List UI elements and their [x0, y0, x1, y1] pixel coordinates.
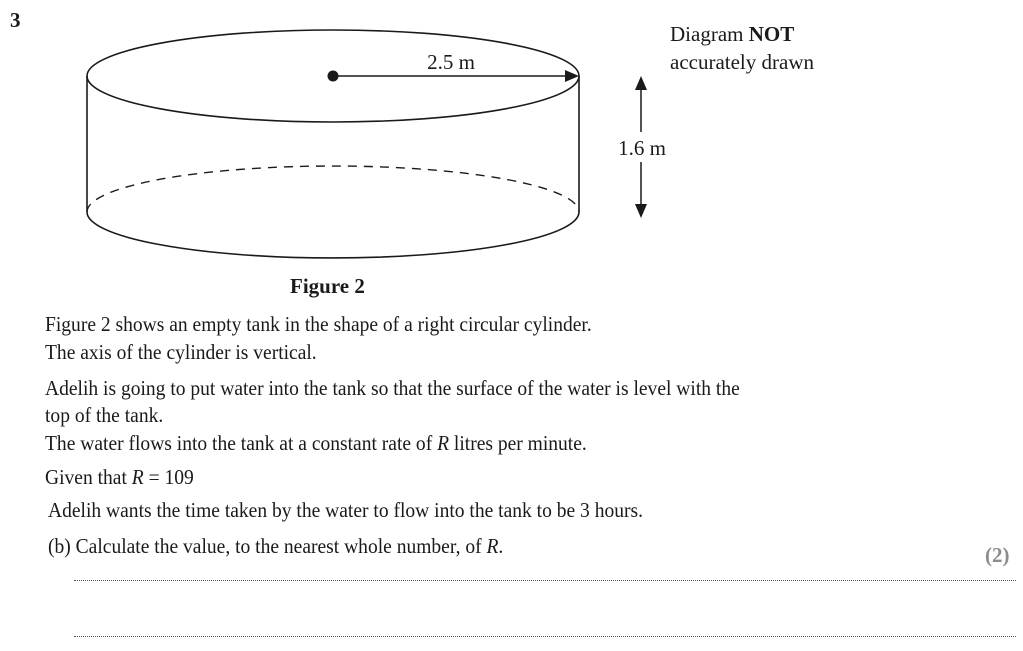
note-line2: accurately drawn — [670, 50, 814, 74]
cylinder-bottom-front — [87, 212, 579, 258]
cylinder-bottom-back-dashed — [87, 166, 579, 212]
radius-arrowhead-icon — [565, 70, 579, 82]
part-b-text: (b) Calculate the value, to the nearest whole number, of — [48, 534, 487, 558]
flow-rate-text-a: The water flows into the tank at a constant rate of — [45, 431, 438, 455]
paragraph-tank-shape: Figure 2 shows an empty tank in the shape of a right circular cylinder. — [45, 312, 592, 336]
part-b-period: . — [498, 534, 504, 558]
answer-line-2[interactable] — [74, 636, 1016, 637]
radius-label: 2.5 m — [427, 50, 475, 74]
note-prefix: Diagram — [670, 22, 749, 46]
paragraph-time-3-hours: Adelih wants the time taken by the water to flow into the tank to be 3 hours. — [48, 498, 643, 522]
given-text: Given that — [45, 465, 132, 489]
height-arrowhead-down-icon — [635, 204, 647, 218]
note-bold: NOT — [748, 22, 795, 46]
variable-r: R — [486, 534, 499, 558]
given-value: = 109 — [143, 465, 194, 489]
height-label: 1.6 m — [618, 136, 666, 160]
variable-r: R — [437, 431, 450, 455]
paragraph-fill-tank-line2: top of the tank. — [45, 403, 164, 427]
figure-caption: Figure 2 — [290, 274, 365, 298]
answer-line-1[interactable] — [74, 580, 1016, 581]
part-b-question — [48, 533, 503, 560]
flow-rate-text-b: litres per minute. — [449, 431, 587, 455]
height-arrowhead-up-icon — [635, 76, 647, 90]
diagram-not-accurate-note — [670, 20, 814, 76]
variable-r: R — [131, 465, 144, 489]
paragraph-fill-tank-line1: Adelih is going to put water into the tank so that the surface of the water is level with the — [45, 376, 740, 400]
paragraph-flow-rate — [45, 430, 587, 457]
paragraph-axis-vertical: The axis of the cylinder is vertical. — [45, 340, 317, 364]
paragraph-given-r — [45, 464, 194, 491]
marks-badge: (2) — [985, 543, 1010, 567]
question-number: 3 — [10, 8, 21, 32]
cylinder-diagram — [0, 0, 700, 270]
